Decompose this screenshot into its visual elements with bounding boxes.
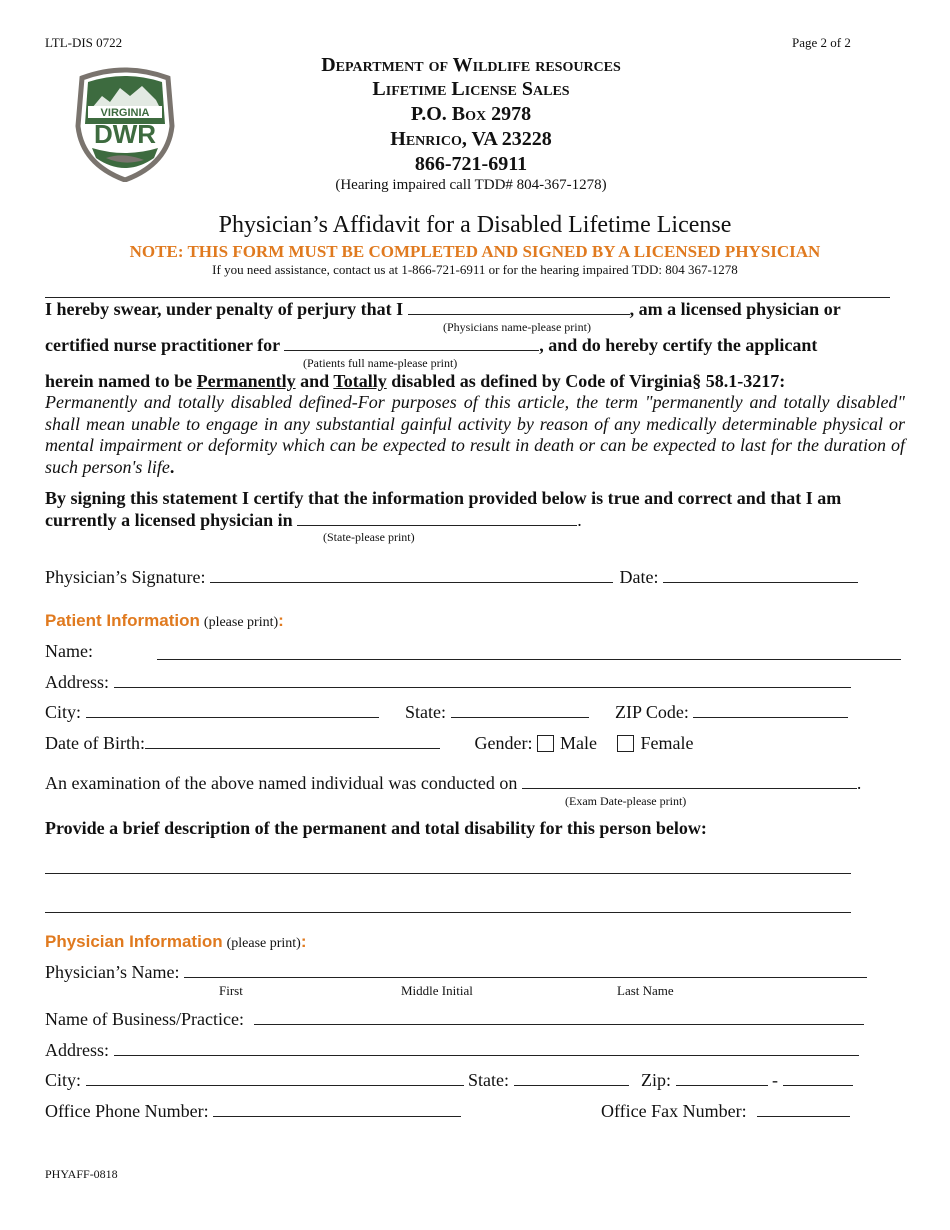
patient-address-input[interactable] xyxy=(114,686,851,688)
agency-tdd: (Hearing impaired call TDD# 804-367-1278) xyxy=(335,177,607,193)
patient-name-input[interactable] xyxy=(157,659,901,660)
patient-state-input[interactable] xyxy=(451,716,589,718)
patient-info-heading: Patient Information (please print): xyxy=(45,611,284,630)
oath-line2: certified nurse practitioner for , and do hereby certify the applicant xyxy=(45,335,818,355)
agency-line2: Lifetime License Sales xyxy=(372,78,570,100)
last-caption: Last Name xyxy=(617,983,674,998)
agency-line4: Henrico, VA 23228 xyxy=(390,128,552,150)
header-divider xyxy=(45,297,890,298)
business-input[interactable] xyxy=(254,1023,864,1025)
physician-zip4-input[interactable] xyxy=(783,1084,853,1086)
middle-caption: Middle Initial xyxy=(401,983,473,998)
physician-address-input[interactable] xyxy=(114,1054,859,1056)
physician-name-row: Physician’s Name: xyxy=(45,962,867,983)
oath-line3: herein named to be Permanently and Totally disabled as defined by Code of Virginia§ 58.1-3217: xyxy=(45,371,786,391)
note-banner: NOTE: THIS FORM MUST BE COMPLETED AND SIGNED BY A LICENSED PHYSICIAN xyxy=(129,242,821,261)
footer-code: PHYAFF-0818 xyxy=(45,1167,118,1181)
signature-field[interactable] xyxy=(210,581,613,583)
office-phone-input[interactable] xyxy=(213,1115,461,1117)
state-caption: (State-please print) xyxy=(323,530,415,544)
exam-date-caption: (Exam Date-please print) xyxy=(565,794,687,808)
state-license-field[interactable] xyxy=(297,524,577,526)
agency-line3: P.O. Box 2978 xyxy=(410,103,532,125)
first-caption: First xyxy=(219,983,243,998)
physician-name-field[interactable] xyxy=(408,313,630,315)
physician-address-row: Address: xyxy=(45,1040,859,1061)
physician-state-input[interactable] xyxy=(514,1084,629,1086)
female-checkbox[interactable] xyxy=(617,735,634,752)
description-line-2[interactable] xyxy=(45,912,851,913)
patient-name-label: Name: xyxy=(45,641,93,661)
assistance-text: If you need assistance, contact us at 1-866-721-6911 or for the hearing impaired TDD: 804 367-1278 xyxy=(212,262,738,277)
patient-zip-input[interactable] xyxy=(693,716,848,718)
describe-prompt: Provide a brief description of the permanent and total disability for this person below: xyxy=(45,818,707,838)
definition-text: Permanently and totally disabled defined-For purposes of this article, the term "permanently and totally disabled" shall mean unable to engage in any substantial gainful activity by reason of any medically determinable physical or mental impairment or deformity which can be expected to result in death or can be expected to last for the duration of such person's life. xyxy=(45,392,905,477)
page-title: Physician’s Affidavit for a Disabled Lifetime License xyxy=(218,212,732,238)
exam-date-input[interactable] xyxy=(522,787,857,789)
physician-info-heading: Physician Information (please print): xyxy=(45,932,307,951)
agency-phone: 866-721-6911 xyxy=(414,153,528,175)
signature-date-field[interactable] xyxy=(663,581,858,583)
patient-name-caption: (Patients full name-please print) xyxy=(303,356,458,370)
patient-city-row: City: State: ZIP Code: xyxy=(45,702,848,723)
office-fax-input[interactable] xyxy=(757,1115,850,1117)
agency-line1: Department of Wildlife resources xyxy=(321,54,621,76)
certify-text: By signing this statement I certify that the information provided below is true and correct and that I am currently a licensed physician in . xyxy=(45,488,842,530)
male-checkbox[interactable] xyxy=(537,735,554,752)
page-label: Page 2 of 2 xyxy=(792,35,851,50)
description-line-1[interactable] xyxy=(45,873,851,874)
patient-address-row: Address: xyxy=(45,672,851,693)
patient-dob-input[interactable] xyxy=(145,747,440,749)
physician-name-caption: (Physicians name-please print) xyxy=(443,320,591,334)
svg-text:DWR: DWR xyxy=(93,119,157,149)
office-phone-row: Office Phone Number: xyxy=(45,1101,461,1122)
form-code: LTL-DIS 0722 xyxy=(45,35,123,50)
physician-fullname-input[interactable] xyxy=(184,976,867,978)
physician-zip-input[interactable] xyxy=(676,1084,768,1086)
dwr-logo xyxy=(72,66,178,182)
business-row: Name of Business/Practice: xyxy=(45,1009,864,1030)
physician-city-input[interactable] xyxy=(86,1084,464,1086)
oath-line1: I hereby swear, under penalty of perjury that I , am a licensed physician or xyxy=(45,299,841,319)
patient-name-field[interactable] xyxy=(284,349,539,351)
physician-city-row: City: State: Zip: - xyxy=(45,1070,853,1091)
patient-city-input[interactable] xyxy=(86,716,379,718)
patient-dob-row: Date of Birth: Gender: Male Female xyxy=(45,733,694,753)
signature-row: Physician’s Signature: Date: xyxy=(45,567,858,588)
exam-row: An examination of the above named individual was conducted on . xyxy=(45,773,862,793)
office-fax-row: Office Fax Number: xyxy=(601,1101,850,1122)
svg-text:VIRGINIA: VIRGINIA xyxy=(100,107,150,119)
